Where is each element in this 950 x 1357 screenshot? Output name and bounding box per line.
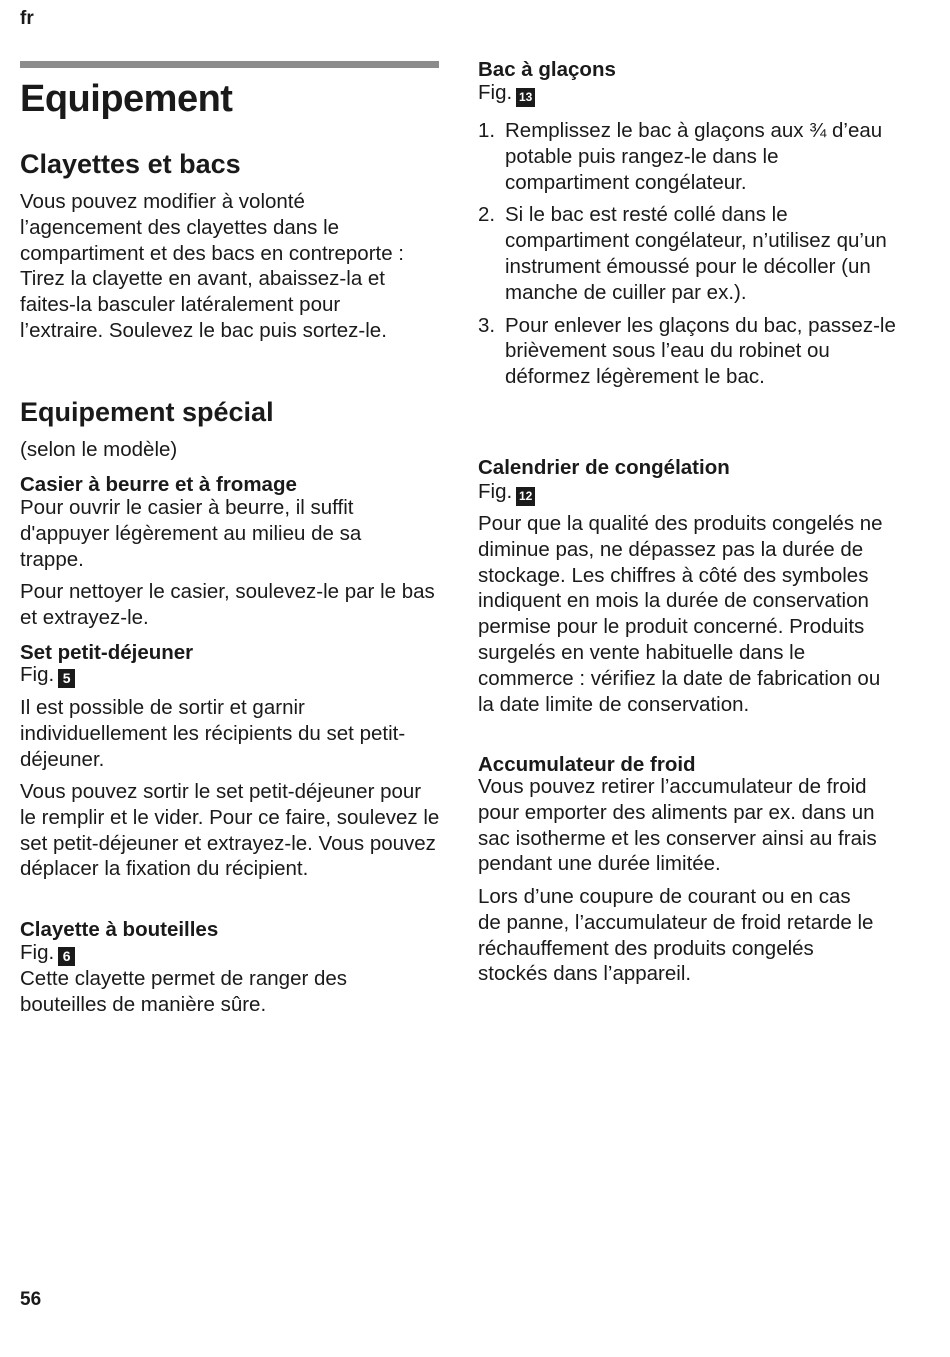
heading-special-equipment: Equipement spécial (20, 397, 274, 427)
figure-number-badge: 6 (58, 947, 75, 966)
title-rule (20, 61, 439, 68)
butter-text-1: Pour ouvrir le casier à beurre, il suffit d'appuyer légèrement au milieu de sa trappe. (20, 496, 362, 571)
butter-text-2: Pour nettoyer le casier, soulevez-le par le bas et extrayez-le. (20, 580, 435, 629)
breakfast-text-1: Il est possible de sortir et garnir individuellement les récipients du set petit-déjeuner. (20, 696, 406, 771)
page-number: 56 (20, 1289, 42, 1310)
fig-label: Fig. (478, 81, 513, 104)
calendar-text: Pour que la qualité des produits congelés ne diminue pas, ne dépassez pas la durée de stockage. Les chiffres à côté des symboles indiquent en mois la durée de conservation permise pour le produit concerné. Produits surgelés en vente habituelle dans le commerce : vérifiez la date de fabrication ou la date limite de conservation. (478, 512, 883, 716)
breakfast-fig-ref (20, 662, 75, 688)
list-item (478, 202, 898, 305)
cold-text-2: Lors d’une coupure de courant ou en cas de panne, l’accumulateur de froid retarde le réchauffement des produits congelés stockés dans l’appareil. (478, 885, 874, 986)
step-text: Remplissez le bac à glaçons aux ¾ d’eau potable puis rangez-le dans le compartiment congélateur. (505, 119, 883, 194)
heading-freezing-calendar: Calendrier de congélation (478, 456, 730, 479)
fig-label: Fig. (478, 480, 513, 503)
heading-breakfast-set: Set petit-déjeuner (20, 641, 194, 664)
heading-ice-tray: Bac à glaçons (478, 58, 616, 81)
calendar-fig-ref (478, 479, 535, 506)
figure-number-badge: 5 (58, 669, 75, 688)
list-item (478, 313, 898, 390)
fig-label: Fig. (20, 941, 55, 964)
ice-fig-ref (478, 80, 535, 107)
language-code: fr (20, 8, 34, 29)
cold-text-1: Vous pouvez retirer l’accumulateur de froid pour emporter des aliments par ex. dans un sac isotherme et les conserver ainsi au frais pendant une durée limitée. (478, 775, 877, 876)
list-item (478, 118, 898, 195)
heading-bottle-shelf: Clayette à bouteilles (20, 918, 219, 941)
step-text: Si le bac est resté collé dans le compartiment congélateur, n’utilisez qu’un instrument émoussé pour le décoller (un manche de cuiller par ex.). (505, 203, 887, 304)
fig-label: Fig. (20, 663, 55, 686)
figure-number-badge: 13 (516, 88, 535, 107)
bottles-fig-ref (20, 940, 75, 966)
step-number: 3. (478, 313, 496, 337)
shelves-text: Vous pouvez modifier à volonté l’agencement des clayettes dans le compartiment et des bacs en contreporte : Tirez la clayette en avant, abaissez-la et faites-la basculer latéralement pour l’extraire. Soulevez le bac puis sortez-le. (20, 190, 405, 342)
ice-steps-list (478, 118, 898, 397)
figure-number-badge: 12 (516, 487, 535, 506)
model-note: (selon le modèle) (20, 438, 178, 461)
heading-cold-accumulator: Accumulateur de froid (478, 753, 696, 776)
page-title: Equipement (20, 78, 233, 120)
heading-butter-compartment: Casier à beurre et à fromage (20, 473, 297, 496)
breakfast-text-2: Vous pouvez sortir le set petit-déjeuner pour le remplir et le vider. Pour ce faire, soulevez le set petit-déjeuner et extrayez-le. Vous pouvez déplacer la fixation du récipient. (20, 780, 440, 881)
heading-shelves: Clayettes et bacs (20, 149, 241, 179)
step-text: Pour enlever les glaçons du bac, passez-le brièvement sous l’eau du robinet ou déformez légèrement le bac. (505, 313, 896, 389)
bottles-text: Cette clayette permet de ranger des bouteilles de manière sûre. (20, 967, 348, 1016)
step-number: 1. (478, 119, 496, 142)
step-number: 2. (478, 203, 496, 227)
